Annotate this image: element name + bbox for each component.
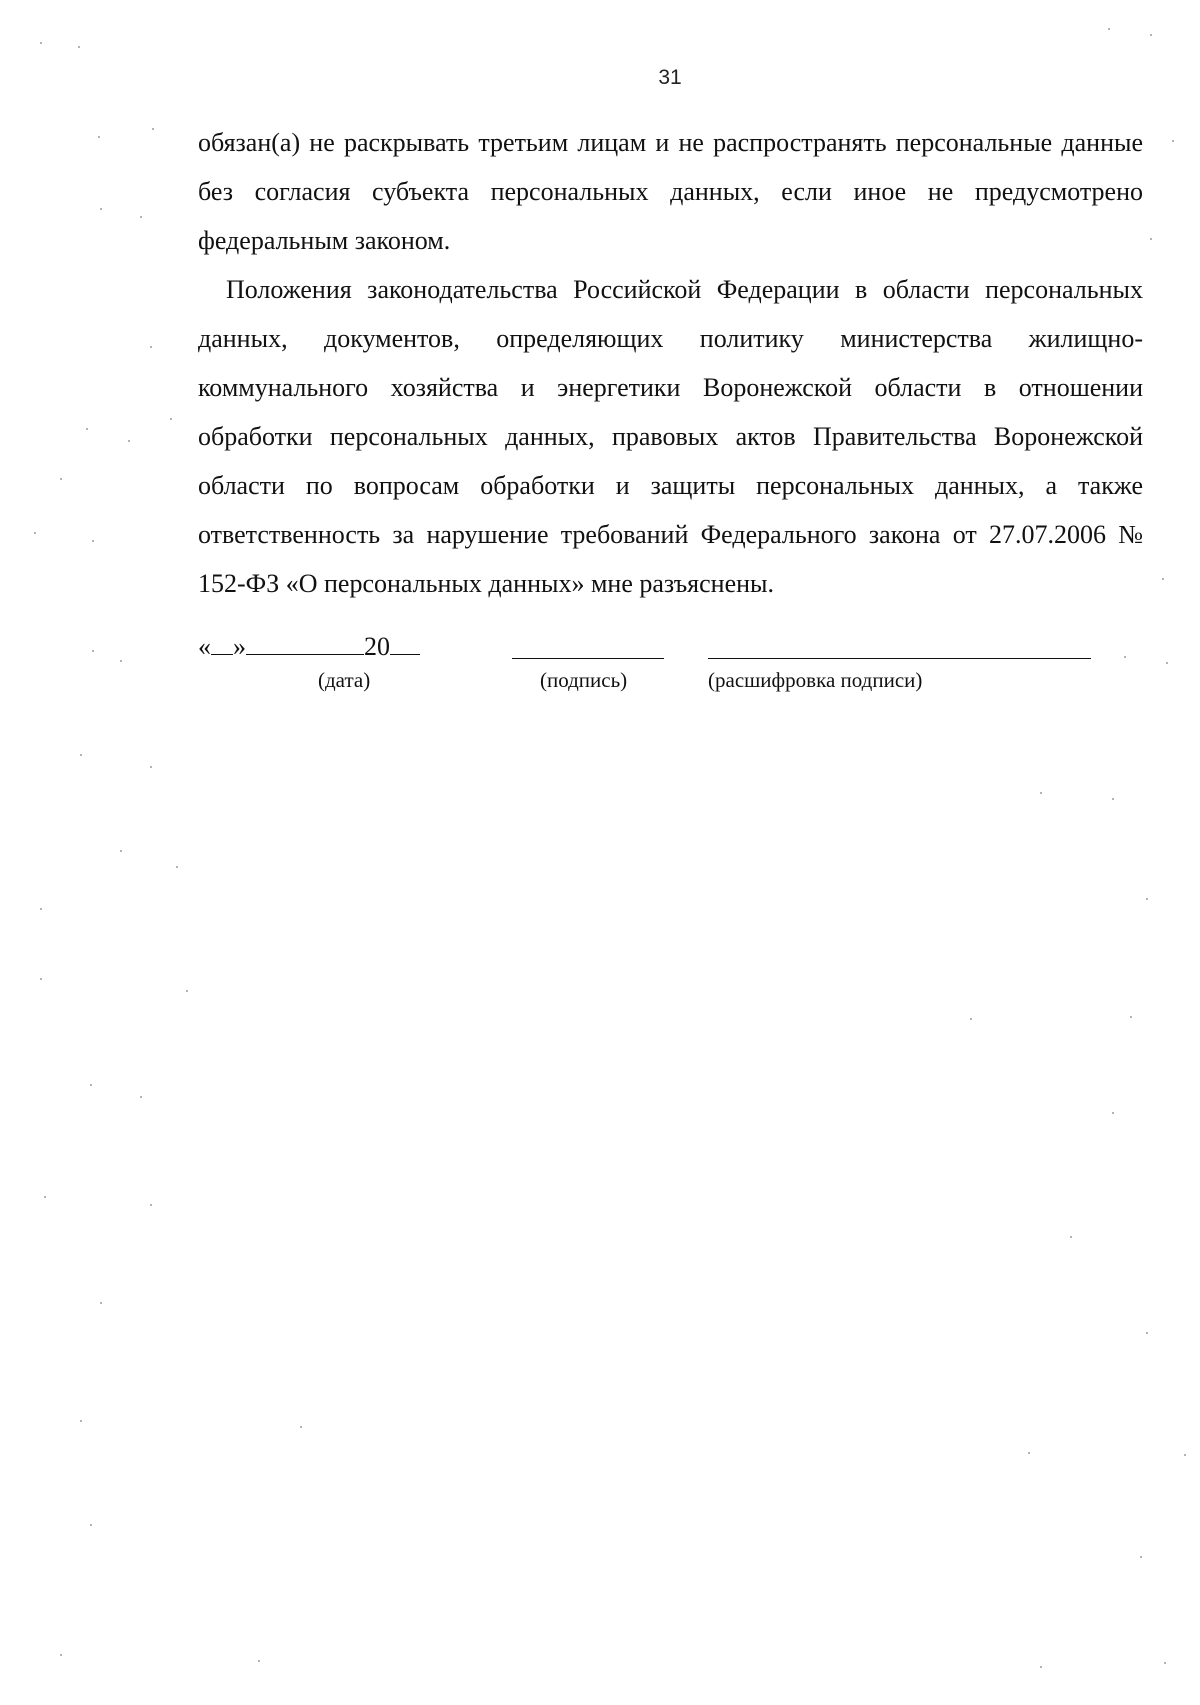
signature-line [512, 658, 664, 659]
paragraph-provisions: Положения законодательства Российской Федерации в области персональных данных, документов, определяющих политику министерства жилищно-коммунального хозяйства и энергетики Воронежской области в отношении обработки персональных данных, правовых актов Правительства Воронежской области по вопросам обработки и защиты персональных данных, а также ответственность за нарушение требований Федерального закона от 27.07.2006 № 152-ФЗ «О персональных данных» мне разъяснены. [198, 275, 1143, 598]
body-text [198, 118, 1143, 608]
decoding-caption: (расшифровка подписи) [708, 668, 923, 692]
date-close-quote: » [233, 632, 246, 661]
year-blank [390, 632, 420, 655]
day-blank [211, 632, 233, 655]
signature-caption: (подпись) [540, 668, 628, 692]
date-field [198, 632, 420, 662]
date-open-quote: « [198, 632, 211, 661]
year-prefix: 20 [364, 632, 390, 661]
month-blank [246, 632, 364, 655]
decoding-line [708, 658, 1091, 659]
signature-block [0, 632, 1200, 702]
date-caption: (дата) [318, 668, 371, 692]
paragraph-continuation: обязан(а) не раскрывать третьим лицам и не распространять персональные данные без согласия субъекта персональных данных, если иное не предусмотрено федеральным законом. [198, 128, 1143, 255]
page-number: 31 [658, 66, 682, 89]
